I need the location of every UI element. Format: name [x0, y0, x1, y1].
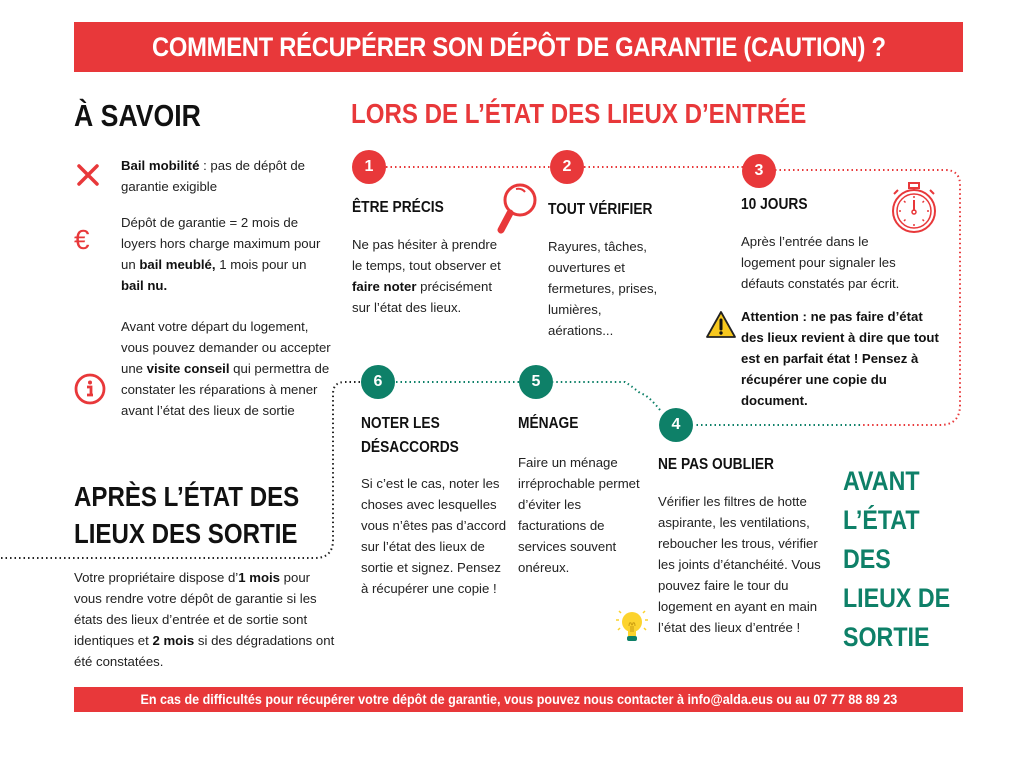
step-2-title: TOUT VÉRIFIER	[548, 201, 653, 218]
step-2-badge: 2	[550, 150, 584, 184]
step-6-badge: 6	[361, 365, 395, 399]
stopwatch-icon	[886, 178, 942, 236]
step-5-text: Faire un ménage irréprochable permet d’éviter les facturations de services souvent onéreux.	[518, 455, 640, 575]
contact-footer-text: En cas de difficultés pour récupérer votre dépôt de garantie, vous pouvez nous contacter à info@alda.eus ou au 07 77 88 89 23	[140, 692, 897, 707]
sortie-title: AVANT L’ÉTAT DES LIEUX DE SORTIE	[843, 466, 951, 652]
warning-icon	[705, 310, 737, 340]
a-savoir-item-visite-conseil: Avant votre départ du logement, vous pouvez demander ou accepter une visite conseil qui permettra de constater les réparations à mener avant l’état des lieux de sortie	[121, 319, 331, 418]
step-3-warning: Attention : ne pas faire d’état des lieux revient à dire que tout est en parfait état ! Pensez à récupérer une copie du document.	[741, 309, 939, 408]
step-1-title: ÊTRE PRÉCIS	[352, 199, 444, 216]
a-savoir-item-bail-mobilite: Bail mobilité : pas de dépôt de garantie exigible	[121, 158, 305, 194]
step-2-text: Rayures, tâches, ouvertures et fermetures, prises, lumières, aérations...	[548, 239, 658, 338]
step-6-title: NOTER LES DÉSACCORDS	[361, 415, 459, 456]
step-4-badge: 4	[659, 408, 693, 442]
step-6-text: Si c’est le cas, noter les choses avec lesquelles vous n’êtes pas d’accord sur l’état des lieux de sortie et signez. Pensez à récupérer une copie !	[361, 476, 507, 596]
page-title-banner	[74, 22, 963, 72]
entree-title: LORS DE L’ÉTAT DES LIEUX D’ENTRÉE	[351, 98, 807, 129]
magnifier-icon	[494, 180, 538, 240]
contact-footer-banner	[74, 687, 963, 712]
cross-icon	[76, 163, 100, 187]
euro-icon: €	[74, 224, 90, 255]
a-savoir-title: À SAVOIR	[74, 98, 201, 133]
apres-title: APRÈS L’ÉTAT DES LIEUX DES SORTIE	[74, 481, 300, 549]
step-3-title: 10 JOURS	[741, 196, 808, 213]
page-title: COMMENT RÉCUPÉRER SON DÉPÔT DE GARANTIE (CAUTION) ?	[151, 31, 886, 62]
step-1-badge: 1	[352, 150, 386, 184]
step-4-title: NE PAS OUBLIER	[658, 456, 774, 473]
step-3-badge: 3	[742, 154, 776, 188]
lightbulb-icon	[614, 606, 650, 646]
a-savoir-item-depot: Dépôt de garantie = 2 mois de loyers hors charge maximum pour un bail meublé, 1 mois pour un bail nu.	[121, 215, 321, 293]
step-1-text: Ne pas hésiter à prendre le temps, tout observer et faire noter précisément sur l’état des lieux.	[352, 237, 501, 315]
step-5-title: MÉNAGE	[518, 415, 579, 432]
step-5-badge: 5	[519, 365, 553, 399]
step-3-text: Après l’entrée dans le logement pour signaler les défauts constatés par écrit.	[741, 234, 900, 291]
step-4-text: Vérifier les filtres de hotte aspirante, les ventilations, reboucher les trous, vérifier les joints d’étanchéité. Vous pouvez faire le tour du logement en ayant en main l’état des lieux d’entrée !	[658, 494, 821, 635]
info-icon	[74, 373, 106, 405]
apres-text: Votre propriétaire dispose d’1 mois pour vous rendre votre dépôt de garantie si les états des lieux d’entrée et de sortie sont identiques et 2 mois si des dégradations ont été constatées.	[74, 570, 335, 669]
